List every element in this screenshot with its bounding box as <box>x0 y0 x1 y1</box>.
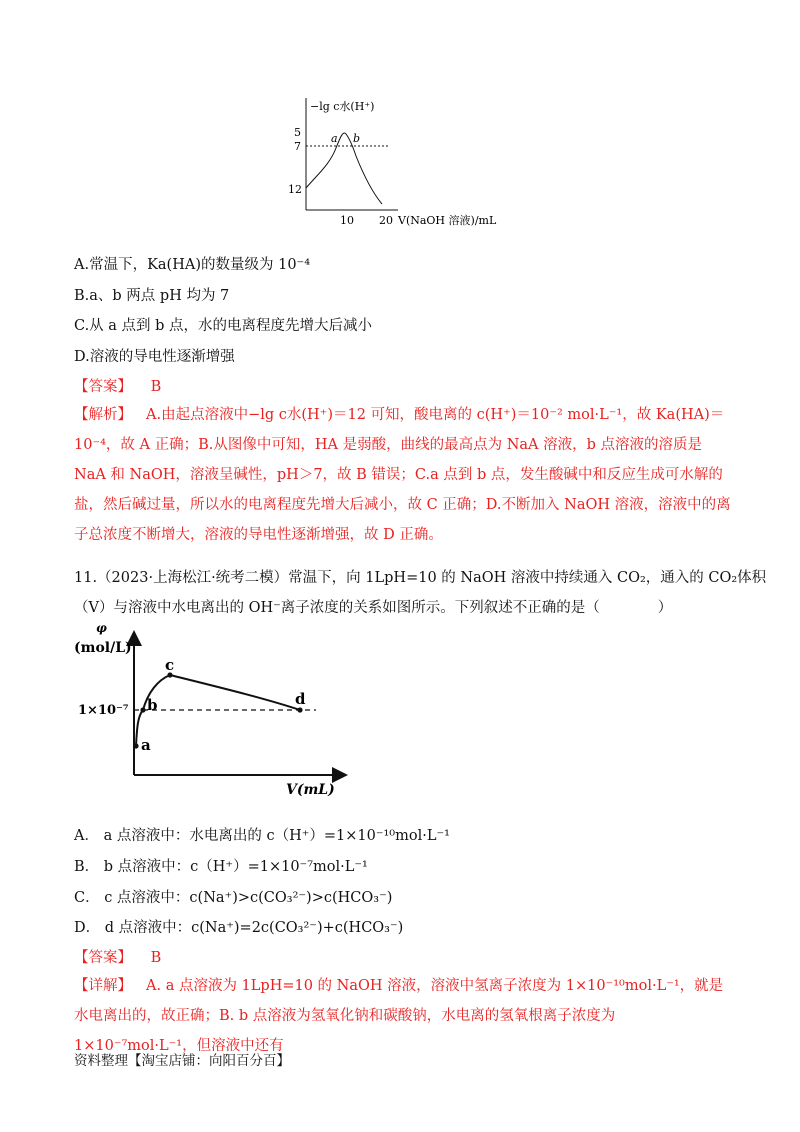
q11-answer <box>74 948 161 968</box>
detail-text: A. a 点溶液为 1LpH=10 的 NaOH 溶液，溶液中氢离子浓度为 1×10⁻¹⁰mol·L⁻¹，就是水电离出的，故正确；B. b 点溶液为氢氧化钠和碳酸钠，水电离的氢氧根离子浓度为 1×10⁻⁷mol·L⁻¹，但溶液中还有 <box>74 978 724 1054</box>
point-a-label: a <box>331 132 338 145</box>
analysis-label: 【解析】 <box>74 407 132 423</box>
point-d-marker <box>297 707 302 712</box>
answer-label: 【答案】 <box>74 379 132 395</box>
q11-option-b: B． b 点溶液中：c（H⁺）=1×10⁻⁷mol·L⁻¹ <box>74 859 368 875</box>
footer-source: 资料整理【淘宝店铺：向阳百分百】 <box>74 1053 290 1069</box>
x-axis-label: V(mL) <box>286 782 335 798</box>
co2-chart <box>74 620 364 800</box>
q11-option-a: A． a 点溶液中：水电离出的 c（H⁺）=1×10⁻¹⁰mol·L⁻¹ <box>74 828 450 844</box>
y-axis-label: −lg c水(H⁺) <box>310 100 375 113</box>
y-axis-symbol: φ <box>96 621 107 635</box>
q11-option-d: D． d 点溶液中：c(Na⁺)=2c(CO₃²⁻)+c(HCO₃⁻) <box>74 920 404 936</box>
q11-detail <box>74 971 734 1061</box>
point-a-label: a <box>141 736 151 754</box>
titration-curve <box>306 133 382 204</box>
q10-option-a: A.常温下，Ka(HA)的数量级为 10⁻⁴ <box>74 257 311 273</box>
y-tick-5: 5 <box>294 126 301 139</box>
point-b-marker <box>140 707 145 712</box>
q10-option-c: C.从 a 点到 b 点，水的电离程度先增大后减小 <box>74 318 373 334</box>
q11-option-c: C． c 点溶液中：c(Na⁺)>c(CO₃²⁻)>c(HCO₃⁻) <box>74 890 393 906</box>
point-b-label: b <box>353 132 361 145</box>
answer-value: B <box>150 950 162 966</box>
point-b-label: b <box>147 696 158 714</box>
y-tick-12: 12 <box>288 183 302 196</box>
analysis-text: A.由起点溶液中−lg c水(H⁺)＝12 可知，酸电离的 c(H⁺)＝10⁻² mol·L⁻¹，故 Ka(HA)＝10⁻⁴，故 A 正确；B.从图像中可知，HA 是弱酸，曲线的最高点为 NaA 溶液，b 点溶液的溶质是 NaA 和 NaOH，溶液呈碱性，pH＞7，故 B 错误；C.a 点到 b 点，发生酸碱中和反应生成可水解的盐，然后碱过量，所以水的电离程度先增大后减小，故 C 正确；D.不断加入 NaOH 溶液，溶液中的离子总浓度不断增大，溶液的导电性逐渐增强，故 D 正确。 <box>74 407 731 543</box>
reference-value-label: 1×10⁻⁷ <box>78 703 129 718</box>
detail-label: 【详解】 <box>74 978 132 994</box>
q10-option-d: D.溶液的导电性逐渐增强 <box>74 349 235 365</box>
q11-stem-line2: （V）与溶液中水电离出的 OH⁻离子浓度的关系如图所示。下列叙述不正确的是（ ） <box>74 600 673 616</box>
point-c-label: c <box>165 656 175 674</box>
answer-value: B <box>150 379 162 395</box>
q10-analysis <box>74 400 734 550</box>
point-a-marker <box>133 743 138 748</box>
x-tick-10: 10 <box>340 214 354 227</box>
answer-label: 【答案】 <box>74 950 132 966</box>
y-axis-unit: (mol/L) <box>74 640 132 656</box>
q10-answer <box>74 377 161 397</box>
titration-chart <box>280 92 530 232</box>
x-axis-label: V(NaOH 溶液)/mL <box>398 214 497 227</box>
y-tick-7: 7 <box>294 140 301 153</box>
point-d-label: d <box>295 690 306 708</box>
q11-stem-line1: 11.（2023·上海松江·统考二模）常温下，向 1LpH=10 的 NaOH 溶液中持续通入 CO₂，通入的 CO₂体积 <box>74 570 767 586</box>
x-tick-20: 20 <box>379 214 393 227</box>
q10-option-b: B.a、b 两点 pH 均为 7 <box>74 288 230 304</box>
